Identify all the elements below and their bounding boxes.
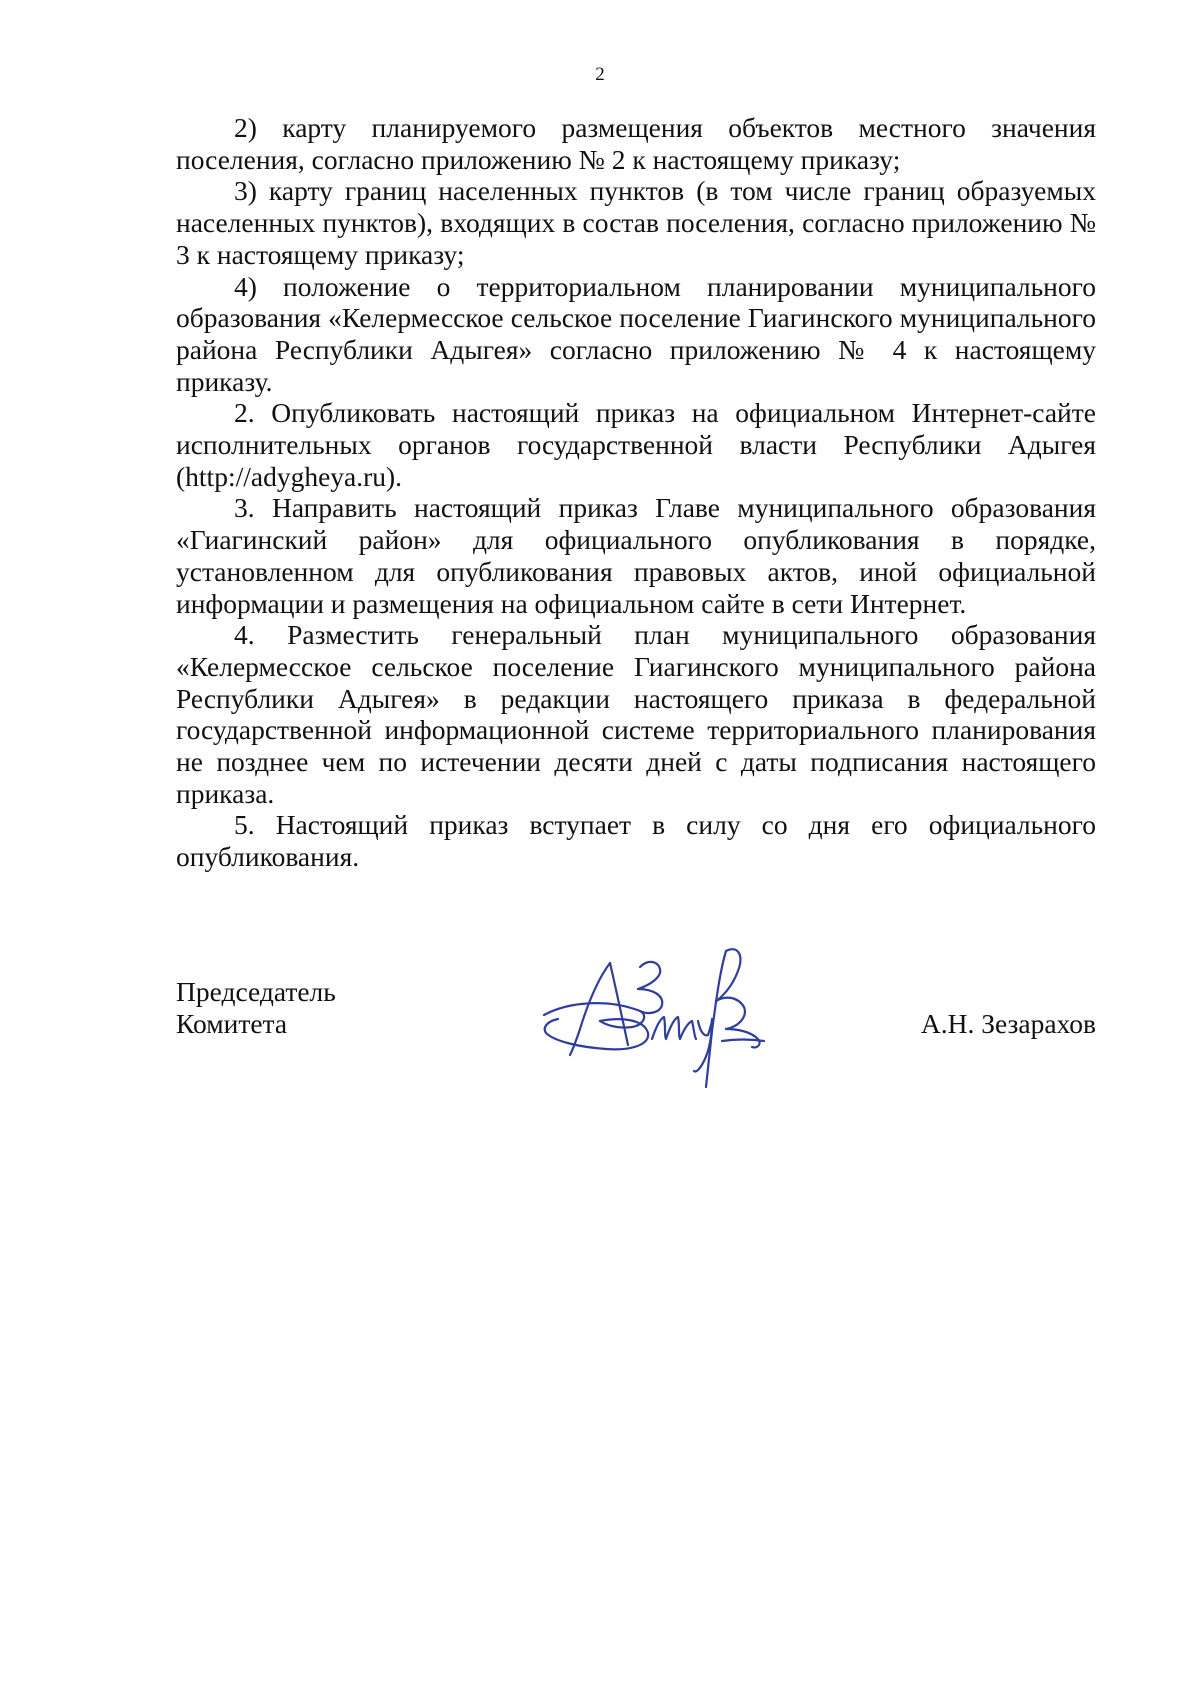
document-body [176,112,1096,873]
signatory-name: А.Н. Зезарахов [920,1008,1096,1039]
paragraph-item-3-map-settlement-borders: 3) карту границ населенных пунктов (в том числе границ образуемых населенных пунктов), входящих в состав поселения, согласно приложению № 3 к настоящему приказу; [176,175,1096,270]
paragraph-clause-2-publish: 2. Опубликовать настоящий приказ на официальном Интернет-сайте исполнительных органов государственной власти Республики Адыгея (http://adygheya.ru). [176,397,1096,492]
paragraph-item-2-map-local-objects: 2) карту планируемого размещения объектов местного значения поселения, согласно приложению № 2 к настоящему приказу; [176,112,1096,175]
paragraph-item-4-territorial-planning: 4) положение о территориальном планировании муниципального образования «Келермесское сельское поселение Гиагинского муниципального района Республики Адыгея» согласно приложению № 4 к настоящему приказу. [176,270,1096,397]
signature-block [176,976,1096,1116]
paragraph-clause-5-effective: 5. Настоящий приказ вступает в силу со дня его официального опубликования. [176,809,1096,873]
signatory-title-line-1: Председатель [176,976,336,1007]
signatory-title-line-2: Комитета [176,1008,288,1039]
page-number: 2 [595,64,605,85]
paragraph-clause-4-place: 4. Разместить генеральный план муниципального образования «Келермесское сельское поселение Гиагинского муниципального района Республики Адыгея» в редакции настоящего приказа в федеральной государственной информационной системе территориального планирования не позднее чем по истечении десяти дней с даты подписания настоящего приказа. [176,619,1096,809]
handwritten-signature [540,941,770,1091]
paragraph-clause-3-send: 3. Направить настоящий приказ Главе муниципального образования «Гиагинский район» для официального опубликования в порядке, установленном для опубликования правовых актов, иной официальной информации и размещения на официальном сайте в сети Интернет. [176,492,1096,619]
signatory-title [176,976,336,1040]
